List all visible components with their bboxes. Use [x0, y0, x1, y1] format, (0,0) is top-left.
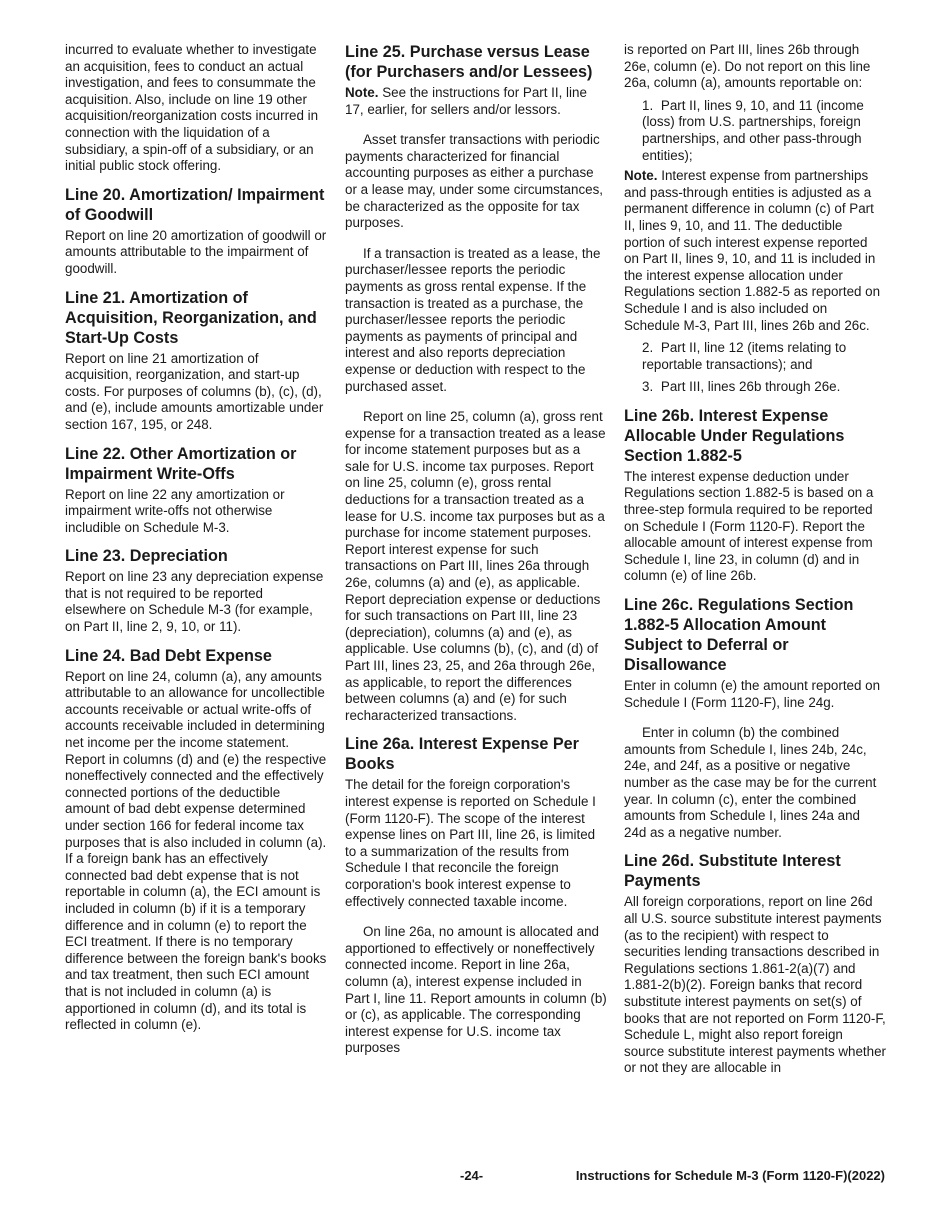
heading-line-26b: Line 26b. Interest Expense Allocable Under Regulations Section 1.882-5 — [624, 406, 845, 465]
paragraph-line-26c-1: Enter in column (e) the amount reported on Schedule I (Form 1120-F), line 24g. — [624, 678, 881, 710]
heading-line-25: Line 25. Purchase versus Lease (for Purchasers and/or Lessees) — [345, 43, 593, 81]
heading-line-26c: Line 26c. Regulations Section 1.882-5 Allocation Amount Subject to Deferral or Disallowance — [624, 596, 854, 675]
list-number: 2. — [642, 340, 654, 356]
paragraph-line-21: Report on line 21 amortization of acquisition, reorganization, and start-up costs. For purposes of columns (b), (c), (d), and (e), include amounts amortizable under section 167, 195, or 248. — [65, 350, 324, 432]
note-line-25 — [345, 85, 607, 118]
paragraph-line-26d: All foreign corporations, report on line 26d all U.S. source substitute interest payments (as to the recipient) with respect to securities lending transactions described in Regulations sections 1.861-2(a)(7) and 1.881-2(b)(2). Foreign banks that record substitute interest payments on set(s) of books that are not reported on Form 1120-F, Schedule L, might also report foreign source substitute interest payments whether or not they are allocable in — [624, 894, 886, 1076]
heading-line-20: Line 20. Amortization/ Impairment of Goodwill — [65, 185, 325, 224]
paragraph-line-26a-1: The detail for the foreign corporation's interest expense is reported on Schedule I (Form 1120-F). The scope of the interest expense lines on Part III, line 26, is limited to a summarization of the results from Schedule I that reconcile the foreign corporation's book interest expense to effectively connected taxable income. — [345, 777, 596, 909]
note-line-26a — [624, 168, 886, 334]
list-text: Part III, lines 26b through 26e. — [660, 379, 841, 395]
note-text: Interest expense from partnerships and pass-through entities is adjusted as a permanent difference in column (c) of Part II, lines 9, 10, and 11. The deductible portion of such interest expense reported on Part II, lines 9, 10, and 11 is included in the interest expense allocation under Regulations section 1.882-5 as reported on Schedule I and is also included on Schedule M-3, Part III, lines 26b and 26c. — [624, 168, 881, 333]
paragraph-line26a-cont: is reported on Part III, lines 26b through 26e, column (e). Do not report on this line 26a, column (a), amounts reportable on: — [624, 42, 871, 91]
column-2 — [345, 42, 607, 1060]
note-label: Note. — [345, 85, 379, 100]
note-label: Note. — [624, 168, 658, 184]
heading-line-21: Line 21. Amortization of Acquisition, Reorganization, and Start-Up Costs — [65, 288, 317, 347]
list-item — [624, 340, 886, 373]
paragraph-line-24: Report on line 24, column (a), any amounts attributable to an allowance for uncollectible accounts receivable or actual write-offs of accounts receivable included in determining net income per the income statement. Report in columns (d) and (e) the respective noneffectively connected and the effectively connected portions of the deductible amount of bad debt expense determined under section 166 for federal income tax purposes that is also included in column (a). If a foreign bank has an effectively connected bad debt expense that is not reportable in column (a), the ECI amount is included in column (b) if it is a temporary difference and in column (e) to report the ECI treatment. If there is no temporary difference between the foreign bank's books and tax treatment, then such ECI amount that is not included in column (a) is apportioned in column (d), and its total is reflected in column (e). — [65, 668, 327, 1033]
list-item — [624, 379, 886, 396]
paragraph-line19-cont: incurred to evaluate whether to investigate an acquisition, fees to conduct an actual investigation, and fees to consummate the acquisition. Also, include on line 19 other acquisition/reorganization costs incurred in connection with the liquidation of a subsidiary, a spin-off of a subsidiary, or an initial public stock offering. — [65, 42, 319, 174]
heading-line-24: Line 24. Bad Debt Expense — [65, 646, 272, 665]
note-text: See the instructions for Part II, line 17, earlier, for sellers and/or lessors. — [345, 85, 587, 117]
paragraph-line-26a-2: On line 26a, no amount is allocated and apportioned to effectively or noneffectively connected income. Report in line 26a, column (a), interest expense included in Part I, line 11. Report amounts in column (b) or (c), as applicable. The corresponding interest expense for U.S. income tax purposes — [345, 924, 607, 1056]
page-number: -24- — [460, 1168, 484, 1183]
paragraph-line-23: Report on line 23 any depreciation expense that is not required to be reported elsewhere on Schedule M-3 (for example, on Part II, line 2, 9, 10, or 11). — [65, 569, 324, 635]
list-text: Part II, line 12 (items relating to reportable transactions); and — [642, 340, 847, 372]
paragraph-line-25c: Report on line 25, column (a), gross rent expense for a transaction treated as a lease for income statement purposes but as a sale for U.S. income tax purposes. Report on line 25, column (e), gross rental deductions for a transaction treated as a lease for U.S. income tax purposes but as a purchase for income statement purposes. Report interest expense for such transactions on Part III, lines 26a through 26e, columns (a) and (e), as applicable. Report depreciation expense or deductions for such transactions on Part III, line 23 (depreciation), columns (a) and (e), as applicable. Use columns (b), (c), and (d) of Part III, lines 23, 25, and 26a through 26e, as applicable, to report the differences between columns (a) and (e) for such recharacterized transactions. — [345, 409, 606, 723]
heading-line-23: Line 23. Depreciation — [65, 547, 228, 566]
list-item — [624, 98, 886, 164]
heading-line-26d: Line 26d. Substitute Interest Payments — [624, 852, 841, 891]
paragraph-line-25b: If a transaction is treated as a lease, the purchaser/lessee reports the periodic payments as gross rental expense. If the transaction is treated as a purchase, the purchaser/lessee reports the periodic payments as payments of principal and interest and also reports depreciation expense or deduction with respect to the purchased asset. — [345, 245, 601, 394]
paragraph-line-25a: Asset transfer transactions with periodic payments characterized for financial accounting purposes as either a purchase or a lease may, under some circumstances, be characterized as the opposite for tax purposes. — [345, 132, 603, 231]
column-3 — [624, 42, 886, 1080]
list-text: Part II, lines 9, 10, and 11 (income (loss) from U.S. partnerships, foreign partnerships, and other pass-through entities); — [642, 97, 864, 163]
column-1 — [65, 42, 327, 1037]
list-number: 3. — [642, 379, 654, 395]
paragraph-line-26b: The interest expense deduction under Regulations section 1.882-5 is based on a three-step formula required to be reported on Schedule I (Form 1120-F). Report the allocable amount of interest expense from Schedule I, line 23, in column (d) and in column (e) of line 26b. — [624, 468, 874, 584]
footer-title: Instructions for Schedule M-3 (Form 1120-F)(2022) — [575, 1168, 885, 1183]
paragraph-line-22: Report on line 22 any amortization or impairment write-offs not otherwise includible on Schedule M-3. — [65, 486, 285, 535]
heading-line-22: Line 22. Other Amortization or Impairment Write-Offs — [65, 444, 297, 483]
paragraph-line-20: Report on line 20 amortization of goodwill or amounts attributable to the impairment of goodwill. — [65, 227, 327, 276]
paragraph-line-26c-2: Enter in column (b) the combined amounts from Schedule I, lines 24b, 24c, 24e, and 24f, as a positive or negative number as the case may be for the current year. In column (c), enter the combined amounts from Schedule I, lines 24a and 24d as a negative number. — [624, 725, 877, 840]
list-number: 1. — [642, 97, 654, 113]
heading-line-26a: Line 26a. Interest Expense Per Books — [345, 735, 579, 774]
